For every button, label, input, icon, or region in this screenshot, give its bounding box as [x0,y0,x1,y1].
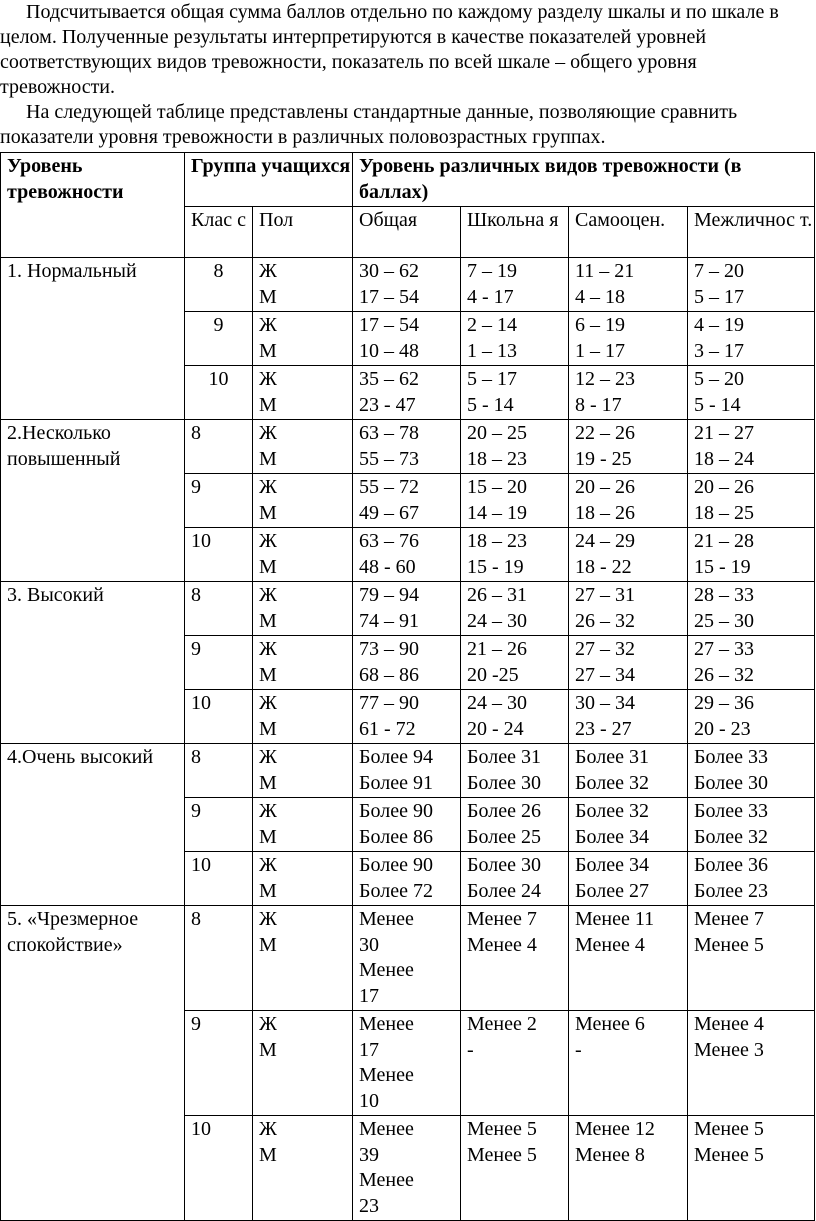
cell-interpersonal [688,258,815,312]
cell-line: Менее 5 [694,1143,764,1166]
cell-sex [253,906,353,1011]
header-school: Школьна я [461,207,569,258]
cell-line: 17 – 54 [359,314,419,336]
cell-line: Более 30 [467,771,541,794]
cell-line: 5 – 17 [694,285,744,308]
cell-line: 27 – 33 [694,638,754,660]
cell-line: Ж [259,314,277,336]
cell-line: Ж [259,746,277,768]
cell-line: Более 32 [575,771,649,794]
cell-line: 48 - 60 [359,555,416,578]
cell-line: 4 – 19 [694,314,744,336]
cell-line: 19 - 25 [575,447,632,470]
cell-line: Менее [359,1013,414,1035]
cell-line: 20 – 26 [694,476,754,498]
cell-selfesteem [569,798,688,852]
cell-line: Менее 4 [694,1013,764,1035]
cell-line: Менее 4 [467,933,537,956]
cell-line: Более 72 [359,879,433,902]
cell-line: 11 – 21 [575,260,635,282]
cell-school [461,312,569,366]
cell-general [353,582,461,636]
cell-school [461,528,569,582]
cell-line: 77 – 90 [359,692,419,714]
cell-line: Более 27 [575,879,649,902]
cell-line: 27 – 31 [575,584,635,606]
cell-line: Более 31 [467,746,541,768]
cell-line: Более 24 [467,879,541,902]
cell-sex [253,366,353,420]
header-interpersonal: Межличнос т. [688,207,815,258]
cell-line: 39 [359,1143,379,1166]
cell-line: Менее 4 [575,933,645,956]
cell-line: 30 – 34 [575,692,635,714]
cell-interpersonal [688,582,815,636]
cell-general [353,258,461,312]
cell-line: 18 – 26 [575,501,635,524]
cell-general [353,366,461,420]
cell-school [461,420,569,474]
cell-line: 21 – 28 [694,530,754,552]
cell-line: 5 - 14 [694,393,741,416]
cell-interpersonal [688,1011,815,1116]
cell-interpersonal [688,798,815,852]
cell-class: 8 [185,420,253,474]
cell-line: Более 34 [575,825,649,848]
cell-school [461,744,569,798]
cell-line: 1 – 17 [575,339,625,362]
cell-line: 20 – 25 [467,422,527,444]
cell-line: 21 – 26 [467,638,527,660]
cell-school [461,798,569,852]
cell-class: 10 [185,366,253,420]
cell-line: 17 [359,984,379,1007]
cell-line: Менее [359,1169,414,1191]
cell-line: 49 – 67 [359,501,419,524]
intro-paragraph-1: Подсчитывается общая сумма баллов отдельно по каждому разделу шкалы и по шкале в целом. Полученные результаты интерпретируются в качестве показателей уровней соответствующих видов тревожности, показатель по всей шкале – общего уровня тревожности. [0,1,779,98]
cell-line: 26 – 32 [694,663,754,686]
cell-level: 5. «Чрезмерное спокойствие» [1,906,185,1221]
cell-line: 24 – 29 [575,530,635,552]
cell-sex [253,528,353,582]
cell-selfesteem [569,366,688,420]
cell-sex [253,690,353,744]
cell-selfesteem [569,582,688,636]
cell-school [461,636,569,690]
cell-line: М [259,1038,277,1061]
cell-line: М [259,933,277,956]
cell-line: 4 - 17 [467,285,514,308]
cell-line: Менее 6 [575,1013,645,1035]
cell-line: Более 94 [359,746,433,768]
cell-line: Более 30 [694,771,768,794]
cell-school [461,582,569,636]
cell-line: Более 33 [694,800,768,822]
cell-line: 17 – 54 [359,285,419,308]
cell-general [353,852,461,906]
cell-school [461,1011,569,1116]
cell-line: 24 – 30 [467,692,527,714]
cell-sex [253,798,353,852]
cell-level: 4.Очень высокий [1,744,185,906]
cell-line: Ж [259,422,277,444]
table-row [1,258,815,312]
cell-line: Более 31 [575,746,649,768]
table-body [1,258,815,1221]
cell-school [461,906,569,1011]
cell-sex [253,852,353,906]
cell-line: Ж [259,1013,277,1035]
cell-line: 74 – 91 [359,609,419,632]
cell-line: 18 – 25 [694,501,754,524]
cell-class: 8 [185,258,253,312]
cell-line: Более 86 [359,825,433,848]
cell-sex [253,636,353,690]
cell-line: 15 - 19 [694,555,751,578]
cell-class: 10 [185,852,253,906]
cell-class: 8 [185,582,253,636]
cell-line: 4 – 18 [575,285,625,308]
cell-line: 22 – 26 [575,422,635,444]
cell-line: Более 32 [694,825,768,848]
cell-line: Ж [259,692,277,714]
cell-class: 10 [185,690,253,744]
cell-line: 5 - 14 [467,393,514,416]
cell-general [353,906,461,1011]
cell-line: Более 90 [359,800,433,822]
cell-selfesteem [569,744,688,798]
cell-interpersonal [688,906,815,1011]
cell-line: - [467,1038,474,1061]
cell-sex [253,474,353,528]
cell-line: Ж [259,638,277,660]
cell-selfesteem [569,474,688,528]
cell-line: 68 – 86 [359,663,419,686]
cell-line: М [259,285,277,308]
cell-line: Более 25 [467,825,541,848]
cell-line: М [259,501,277,524]
cell-class: 9 [185,312,253,366]
cell-sex [253,258,353,312]
cell-interpersonal [688,420,815,474]
cell-interpersonal [688,852,815,906]
cell-line: 23 - 47 [359,393,416,416]
cell-line: 27 – 32 [575,638,635,660]
cell-line: М [259,825,277,848]
cell-line: Менее 2 [467,1013,537,1035]
cell-line: 20 -25 [467,663,519,686]
cell-general [353,798,461,852]
cell-selfesteem [569,906,688,1011]
cell-line: 21 – 27 [694,422,754,444]
cell-line: Более 26 [467,800,541,822]
cell-line: Менее 12 [575,1118,655,1140]
cell-line: 20 - 24 [467,717,524,740]
cell-school [461,474,569,528]
cell-class: 10 [185,1116,253,1221]
cell-class: 8 [185,906,253,1011]
cell-line: Ж [259,584,277,606]
cell-selfesteem [569,258,688,312]
cell-sex [253,744,353,798]
cell-general [353,690,461,744]
cell-class: 9 [185,798,253,852]
cell-line: 7 – 19 [467,260,517,282]
intro-text [0,0,816,150]
cell-general [353,420,461,474]
cell-line: Менее [359,1118,414,1140]
cell-line: М [259,447,277,470]
cell-selfesteem [569,312,688,366]
table-row [1,420,815,474]
cell-line: 55 – 72 [359,476,419,498]
cell-school [461,366,569,420]
cell-class: 9 [185,474,253,528]
cell-line: Ж [259,1118,277,1140]
cell-line: 63 – 76 [359,530,419,552]
header-class: Клас с [185,207,253,258]
header-selfesteem: Самооцен. [569,207,688,258]
cell-line: Ж [259,476,277,498]
cell-line: 27 – 34 [575,663,635,686]
cell-line: М [259,339,277,362]
cell-line: 14 – 19 [467,501,527,524]
cell-line: Более 36 [694,854,768,876]
cell-sex [253,312,353,366]
cell-line: 23 [359,1194,379,1217]
cell-line: Более 32 [575,800,649,822]
cell-line: 61 - 72 [359,717,416,740]
cell-line: 18 – 24 [694,447,754,470]
cell-line: Менее 5 [694,1118,764,1140]
cell-line: Менее [359,959,414,981]
cell-line: 18 - 22 [575,555,632,578]
cell-line: 35 – 62 [359,368,419,390]
cell-line: Более 23 [694,879,768,902]
cell-line: Менее 7 [694,908,764,930]
cell-line: Ж [259,368,277,390]
cell-general [353,312,461,366]
cell-line: Ж [259,260,277,282]
cell-interpersonal [688,636,815,690]
anxiety-norms-table [0,152,815,1221]
cell-line: 55 – 73 [359,447,419,470]
cell-line: М [259,879,277,902]
cell-line: Более 90 [359,854,433,876]
cell-line: 26 – 32 [575,609,635,632]
cell-line: М [259,555,277,578]
cell-line: Ж [259,800,277,822]
cell-line: М [259,609,277,632]
cell-level: 2.Несколько повышенный [1,420,185,582]
cell-interpersonal [688,690,815,744]
cell-line: 30 [359,933,379,956]
cell-line: Более 91 [359,771,433,794]
cell-class: 9 [185,1011,253,1116]
header-group: Группа учащихся [185,153,353,207]
cell-line: 2 – 14 [467,314,517,336]
cell-level: 1. Нормальный [1,258,185,420]
header-sex: Пол [253,207,353,258]
table-row [1,906,815,1011]
cell-line: Более 33 [694,746,768,768]
cell-line: Менее 8 [575,1143,645,1166]
intro-paragraph-2: На следующей таблице представлены стандартные данные, позволяющие сравнить показатели уровня тревожности в различных половозрастных группах. [0,101,738,148]
cell-line: Ж [259,854,277,876]
cell-line: 25 – 30 [694,609,754,632]
cell-line: 23 - 27 [575,717,632,740]
cell-line: 7 – 20 [694,260,744,282]
cell-line: 63 – 78 [359,422,419,444]
cell-selfesteem [569,420,688,474]
cell-line: Ж [259,908,277,930]
cell-line: Менее 5 [467,1118,537,1140]
cell-interpersonal [688,744,815,798]
cell-line: М [259,717,277,740]
cell-school [461,258,569,312]
cell-line: Менее 5 [694,933,764,956]
cell-level: 3. Высокий [1,582,185,744]
cell-line: 6 – 19 [575,314,625,336]
cell-school [461,690,569,744]
cell-line: М [259,393,277,416]
header-general: Общая [353,207,461,258]
cell-general [353,744,461,798]
cell-selfesteem [569,690,688,744]
table-row [1,744,815,798]
cell-general [353,636,461,690]
cell-line: М [259,1143,277,1166]
cell-school [461,852,569,906]
cell-line: 79 – 94 [359,584,419,606]
cell-selfesteem [569,528,688,582]
cell-line: М [259,663,277,686]
cell-line: 24 – 30 [467,609,527,632]
cell-general [353,1011,461,1116]
cell-line: Ж [259,530,277,552]
cell-interpersonal [688,312,815,366]
cell-line: 15 – 20 [467,476,527,498]
cell-line: Менее [359,1064,414,1086]
cell-line: 18 – 23 [467,530,527,552]
cell-line: 26 – 31 [467,584,527,606]
cell-line: 5 – 20 [694,368,744,390]
cell-line: 3 – 17 [694,339,744,362]
header-kinds: Уровень различных видов тревожности (в баллах) [353,153,815,207]
cell-line: 20 – 26 [575,476,635,498]
cell-line: 12 – 23 [575,368,635,390]
cell-line: Менее 3 [694,1038,764,1061]
cell-line: 73 – 90 [359,638,419,660]
cell-line: 1 – 13 [467,339,517,362]
cell-general [353,528,461,582]
cell-line: Более 34 [575,854,649,876]
cell-class: 9 [185,636,253,690]
cell-selfesteem [569,636,688,690]
cell-line: Менее 7 [467,908,537,930]
cell-general [353,474,461,528]
cell-line: Менее [359,908,414,930]
cell-sex [253,1011,353,1116]
cell-line: - [575,1038,582,1061]
cell-interpersonal [688,366,815,420]
cell-line: 29 – 36 [694,692,754,714]
table-row [1,582,815,636]
cell-line: Более 30 [467,854,541,876]
cell-class: 8 [185,744,253,798]
cell-line: 10 – 48 [359,339,419,362]
cell-line: 15 - 19 [467,555,524,578]
cell-line: 17 [359,1038,379,1061]
cell-line: М [259,771,277,794]
cell-selfesteem [569,1011,688,1116]
cell-interpersonal [688,474,815,528]
cell-interpersonal [688,528,815,582]
cell-line: 30 – 62 [359,260,419,282]
cell-selfesteem [569,852,688,906]
cell-line: Менее 11 [575,908,655,930]
cell-line: 28 – 33 [694,584,754,606]
cell-line: Менее 5 [467,1143,537,1166]
cell-line: 10 [359,1089,379,1112]
cell-class: 10 [185,528,253,582]
cell-line: 5 – 17 [467,368,517,390]
cell-line: 20 - 23 [694,717,751,740]
cell-line: 8 - 17 [575,393,622,416]
cell-line: 18 – 23 [467,447,527,470]
cell-sex [253,582,353,636]
cell-sex [253,420,353,474]
header-level: Уровень тревожности [1,153,185,258]
